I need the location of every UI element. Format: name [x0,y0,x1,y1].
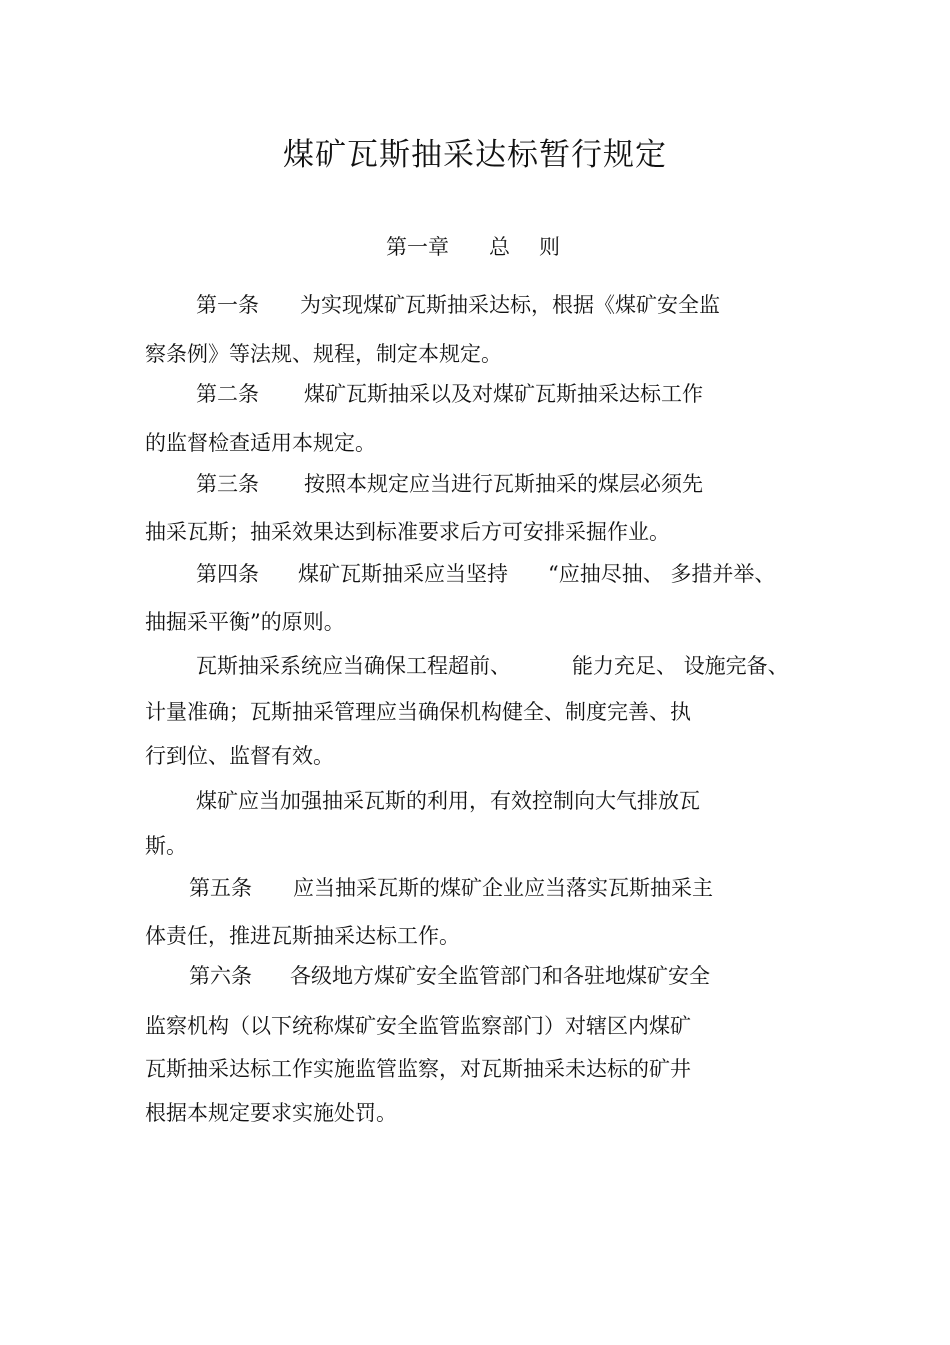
article-1-line-1: 为实现煤矿瓦斯抽采达标，根据《煤矿安全监 [300,293,720,317]
article-5-label: 第五条 [189,876,252,900]
document-title: 煤矿瓦斯抽采达标暂行规定 [283,137,667,173]
article-4-line-2: 抽掘采平衡”的原则。 [145,610,345,634]
article-2-label: 第二条 [196,382,259,406]
article-6-line-3: 瓦斯抽采达标工作实施监管监察，对瓦斯抽采未达标的矿井 [145,1057,691,1081]
chapter-title-char-1: 总 [489,235,510,259]
article-4-line-1b: “应抽尽抽、 多措并举、 [548,562,776,586]
article-4-label: 第四条 [196,562,259,586]
paragraph-a-line-1b: 能力充足、 设施完备、 [572,654,789,678]
paragraph-b-line-2: 斯。 [145,834,187,858]
chapter-title-char-2: 则 [539,235,560,259]
article-2-line-2: 的监督检查适用本规定。 [145,431,376,455]
article-4-line-1: 煤矿瓦斯抽采应当坚持 [298,562,508,586]
chapter-number: 第一章 [386,235,449,259]
article-3-line-2: 抽采瓦斯；抽采效果达到标准要求后方可安排采掘作业。 [145,520,670,544]
article-6-line-4: 根据本规定要求实施处罚。 [145,1101,397,1125]
article-3-label: 第三条 [196,472,259,496]
paragraph-b-line-1: 煤矿应当加强抽采瓦斯的利用，有效控制向大气排放瓦 [196,789,700,813]
article-1-line-2: 察条例》等法规、规程，制定本规定。 [145,342,502,366]
article-2-line-1: 煤矿瓦斯抽采以及对煤矿瓦斯抽采达标工作 [304,382,703,406]
paragraph-a-line-1a: 瓦斯抽采系统应当确保工程超前、 [196,654,511,678]
article-6-line-2: 监察机构（以下统称煤矿安全监管监察部门）对辖区内煤矿 [145,1014,691,1038]
chapter-heading [0,229,950,265]
paragraph-a-line-3: 行到位、监督有效。 [145,744,334,768]
article-3-line-1: 按照本规定应当进行瓦斯抽采的煤层必须先 [304,472,703,496]
article-5-line-1: 应当抽采瓦斯的煤矿企业应当落实瓦斯抽采主 [293,876,713,900]
article-5-line-2: 体责任，推进瓦斯抽采达标工作。 [145,924,460,948]
article-1-label: 第一条 [196,293,259,317]
article-6-label: 第六条 [189,964,252,988]
article-6-line-1: 各级地方煤矿安全监管部门和各驻地煤矿安全 [290,964,710,988]
paragraph-a-line-2: 计量准确；瓦斯抽采管理应当确保机构健全、制度完善、执 [145,700,691,724]
